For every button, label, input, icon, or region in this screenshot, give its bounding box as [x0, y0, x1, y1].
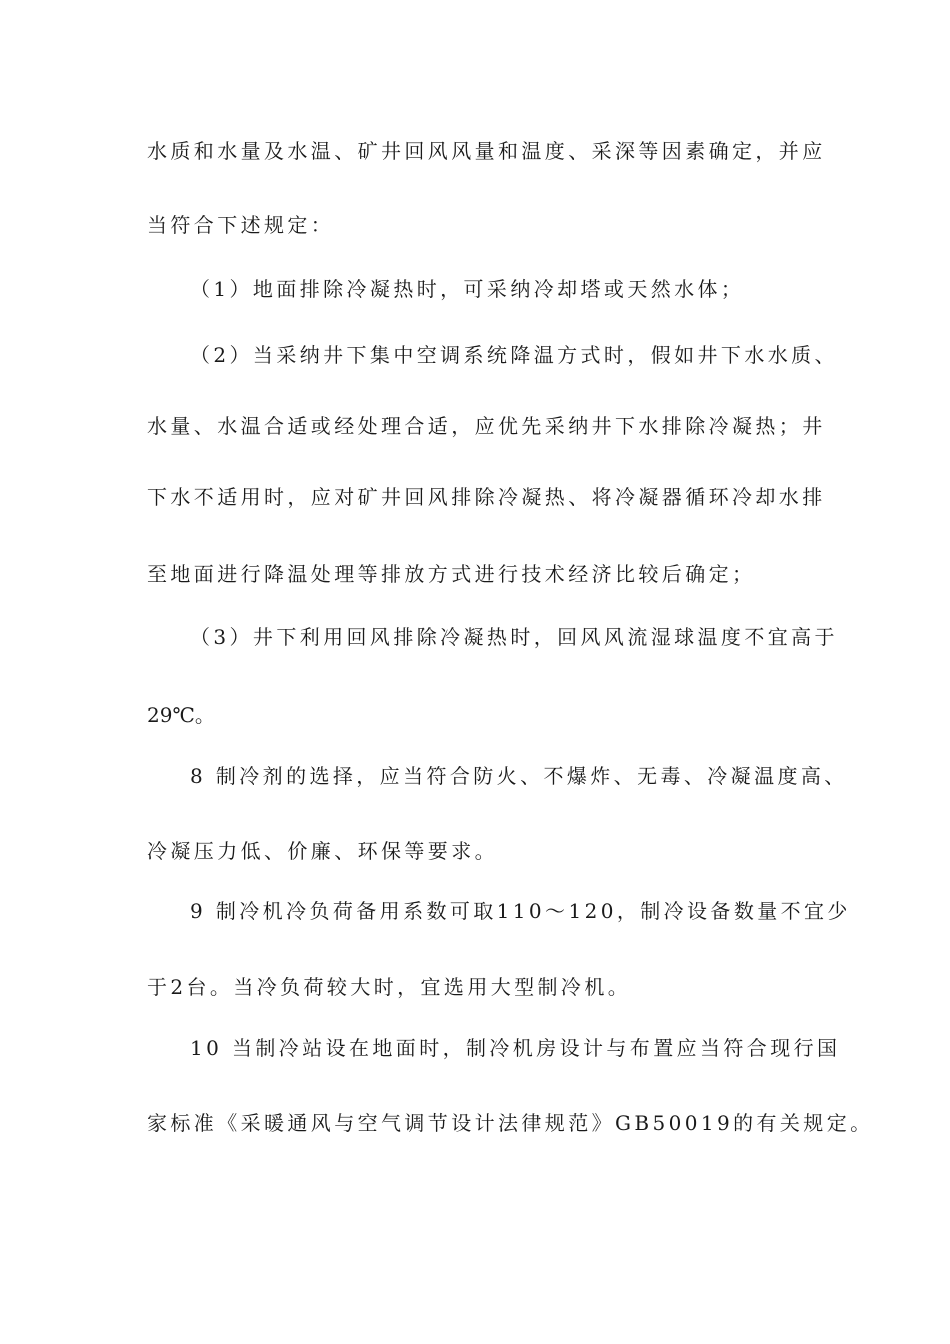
list-item-2: （2）当采纳井下集中空调系统降温方式时，假如井下水水质、: [190, 343, 838, 367]
body-text-line: 于2台。当冷负荷较大时，宜选用大型制冷机。: [147, 975, 632, 999]
body-text-line: 水质和水量及水温、矿井回风风量和温度、采深等因素确定，并应: [147, 139, 826, 163]
list-item-1: （1）地面排除冷凝热时，可采纳冷却塔或天然水体；: [190, 277, 745, 301]
clause-8: 8 制冷剂的选择，应当符合防火、不爆炸、无毒、冷凝温度高、: [190, 764, 848, 788]
body-text-line: 家标准《采暖通风与空气调节设计法律规范》GB50019的有关规定。: [147, 1111, 874, 1135]
body-text-line: 当符合下述规定：: [147, 213, 335, 237]
body-text-line: 冷凝压力低、价廉、环保等要求。: [147, 839, 498, 863]
clause-9: 9 制冷机冷负荷备用系数可取110～120，制冷设备数量不宜少: [190, 899, 851, 923]
body-text-line: 水量、水温合适或经处理合适，应优先采纳井下水排除冷凝热；井: [147, 414, 826, 438]
list-item-3: （3）井下利用回风排除冷凝热时，回风风流湿球温度不宜高于: [190, 625, 838, 649]
body-text-line: 29℃。: [147, 703, 215, 727]
body-text-line: 下水不适用时，应对矿井回风排除冷凝热、将冷凝器循环冷却水排: [147, 485, 826, 509]
body-text-line: 至地面进行降温处理等排放方式进行技术经济比较后确定；: [147, 562, 756, 586]
clause-10: 10 当制冷站设在地面时，制冷机房设计与布置应当符合现行国: [190, 1036, 841, 1060]
